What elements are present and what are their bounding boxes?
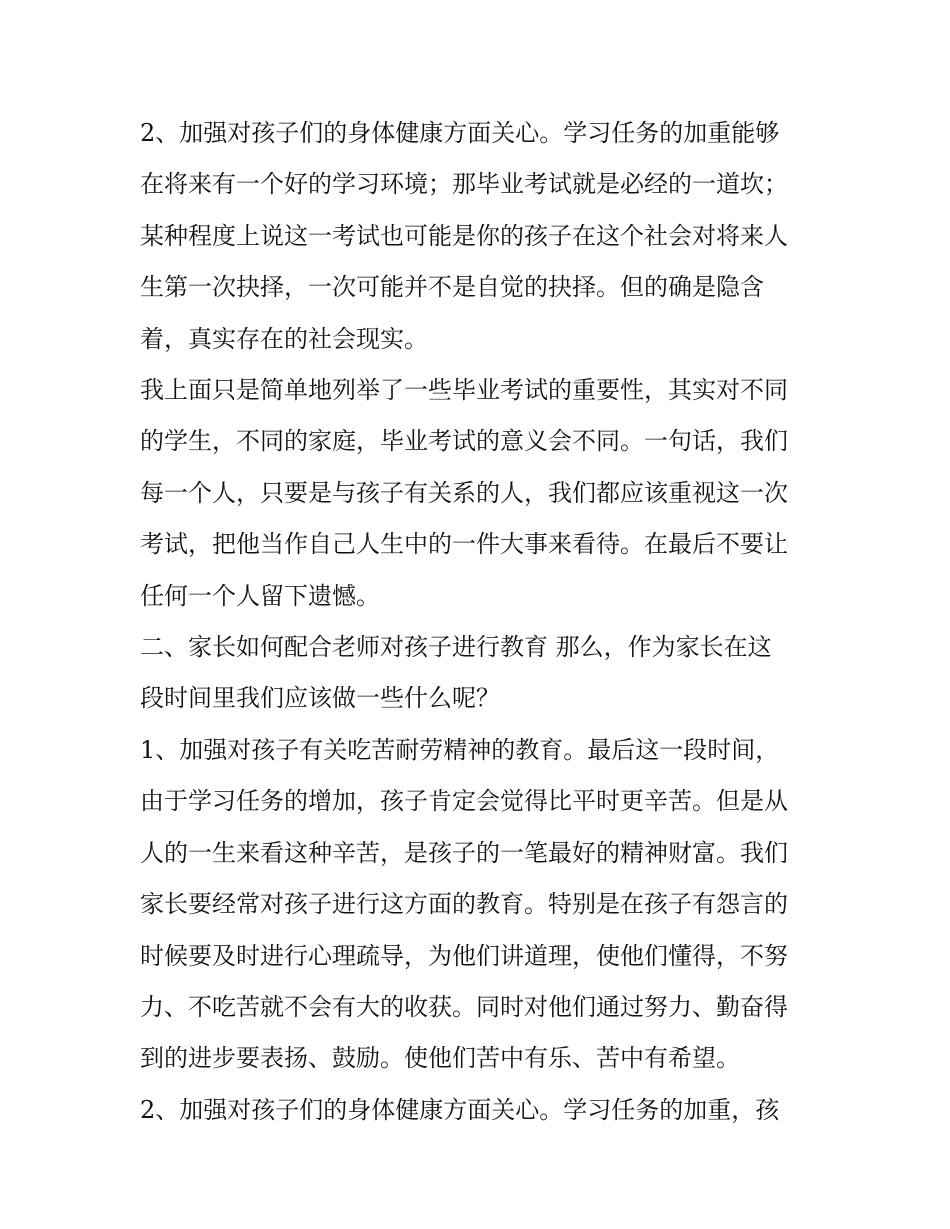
text-line: 考试，把他当作自己人生中的一件大事来看待。在最后不要让 [140,530,788,559]
text-line: 到的进步要表扬、鼓励。使他们苦中有乐、苦中有希望。 [140,1044,740,1073]
text-line: 任何一个人留下遗憾。 [140,581,380,610]
paragraph-health-care-1 [140,108,820,365]
text-line: 时候要及时进行心理疏导，为他们讲道理，使他们懂得，不努 [140,941,788,970]
text-line: 力、不吃苦就不会有大的收获。同时对他们通过努力、勤奋得 [140,992,788,1021]
text-line: 2、加强对孩子们的身体健康方面关心。学习任务的加重能够 [140,119,780,147]
text-line: 2、加强对孩子们的身体健康方面关心。学习任务的加重，孩 [140,1095,780,1124]
text-line: 人的一生来看这种辛苦，是孩子的一笔最好的精神财富。我们 [140,838,788,867]
paragraph-hardship-education [140,725,820,1085]
text-line: 我上面只是简单地列举了一些毕业考试的重要性，其实对不同 [140,376,788,405]
paragraph-exam-importance [140,365,820,622]
text-line: 由于学习任务的增加，孩子肯定会觉得比平时更辛苦。但是从 [140,787,788,816]
section-heading-parents-cooperation [140,622,820,725]
text-line: 的学生，不同的家庭，毕业考试的意义会不同。一句话，我们 [140,427,788,456]
text-line: 生第一次抉择，一次可能并不是自觉的抉择。但的确是隐含 [140,273,764,302]
text-line: 二、家长如何配合老师对孩子进行教育 那么，作为家长在这 [140,633,772,662]
paragraph-health-care-2 [140,1085,820,1136]
text-line: 着，真实存在的社会现实。 [140,324,428,353]
text-line: 每一个人，只要是与孩子有关系的人，我们都应该重视这一次 [140,478,788,507]
text-line: 某种程度上说这一考试也可能是你的孩子在这个社会对将来人 [140,221,788,250]
text-line: 在将来有一个好的学习环境；那毕业考试就是必经的一道坎； [140,170,788,199]
text-line: 1、加强对孩子有关吃苦耐劳精神的教育。最后这一段时间， [140,735,780,764]
text-line: 段时间里我们应该做一些什么呢？ [140,684,500,713]
text-line: 家长要经常对孩子进行这方面的教育。特别是在孩子有怨言的 [140,890,788,919]
document-body [140,108,820,1136]
